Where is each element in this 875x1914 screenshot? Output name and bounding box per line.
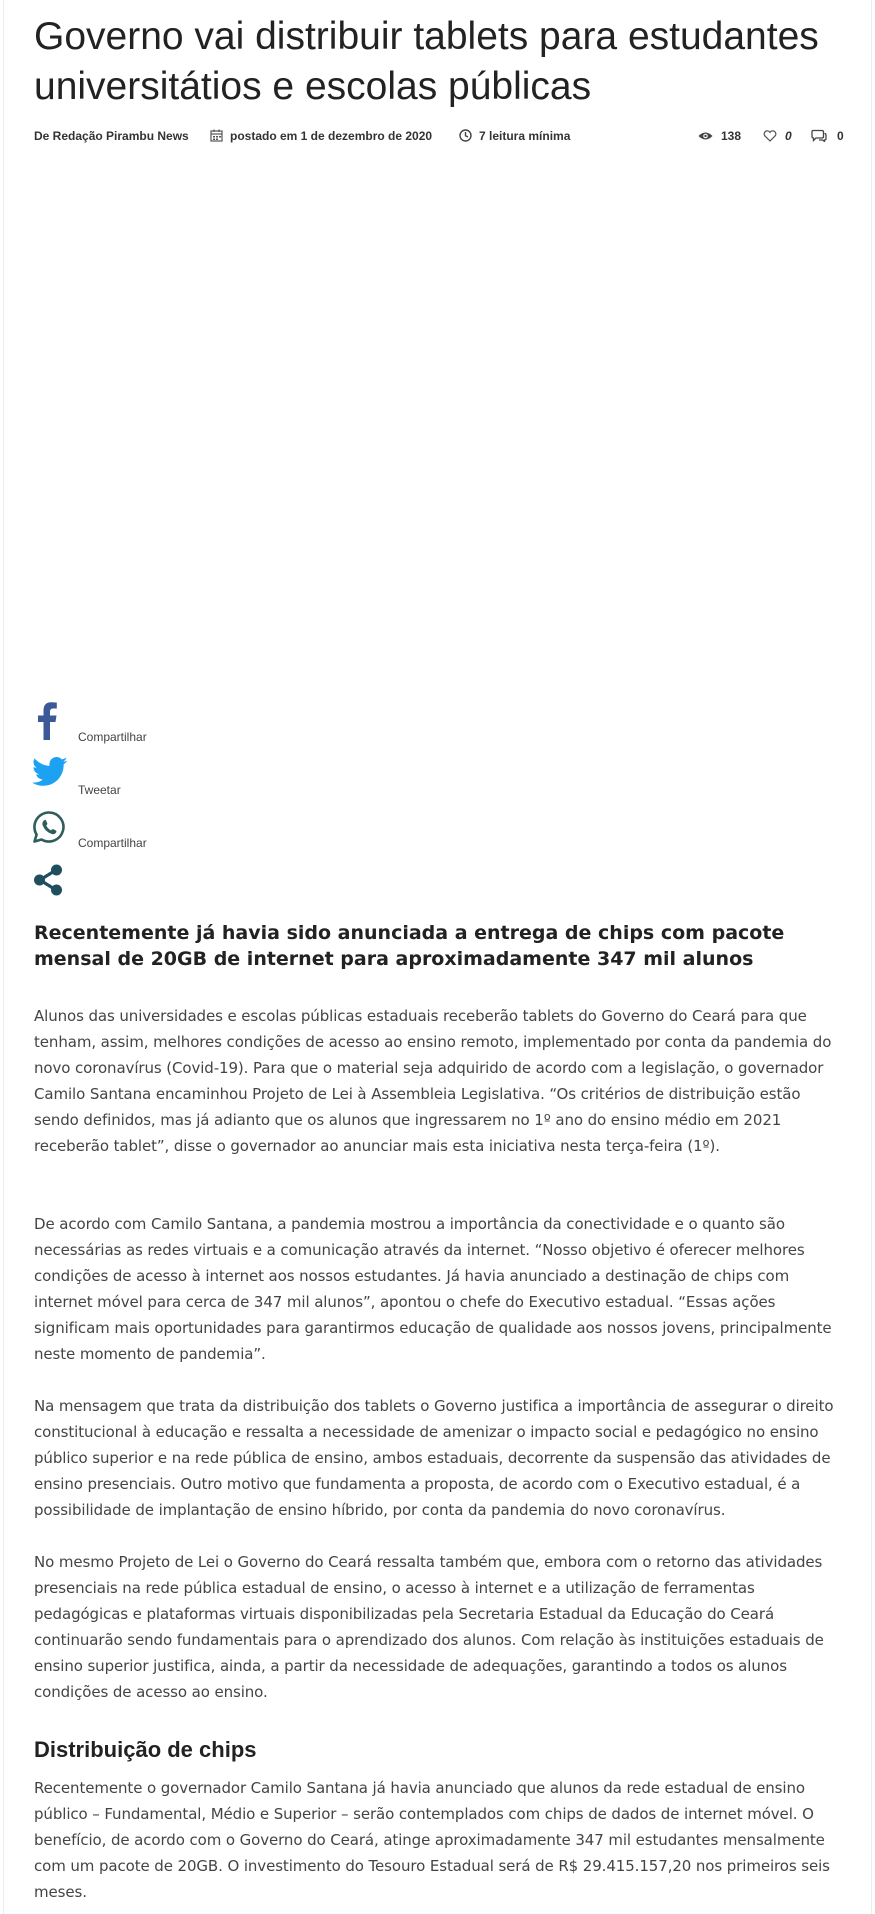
facebook-share-label: Compartilhar xyxy=(78,730,147,744)
article-paragraph: De acordo com Camilo Santana, a pandemia mostrou a importância da conectividade e o quanto são necessárias as redes virtuais e a comunicação através da internet. “Nosso objetivo é oferecer melhores condições de acesso à internet aos nossos estudantes. Já havia anunciado a destinação de chips com internet móvel para cerca de 347 mil alunos”, apontou o chefe do Executivo estadual. “Essas ações significam mais oportunidades para garantirmos educação de qualidade aos nossos jovens, principalmente neste momento de pandemia”. xyxy=(34,1215,832,1363)
whatsapp-share-label: Compartilhar xyxy=(78,836,147,850)
whatsapp-icon xyxy=(32,810,66,844)
comment-icon[interactable] xyxy=(811,129,827,142)
article-paragraph: Alunos das universidades e escolas públicas estaduais receberão tablets do Governo do Ceará para que tenham, assim, melhores condições de acesso ao ensino remoto, implementado por conta da pandemia do novo coronavírus (Covid-19). Para que o material seja adquirido de acordo com a legislação, o governador Camilo Santana encaminhou Projeto de Lei à Assembleia Legislativa. “Os critérios de distribuição estão sendo definidos, mas já adianto que os alunos que ingressarem no 1º ano do ensino médio em 2021 receberão tablet”, disse o governador ao anunciar mais esta iniciativa nesta terça-feira (1º). xyxy=(34,1007,832,1155)
author-link[interactable]: De Redação Pirambu News xyxy=(34,129,189,143)
heart-icon[interactable] xyxy=(763,130,777,142)
share-icon xyxy=(32,864,64,896)
comment-count: 0 xyxy=(837,129,844,143)
twitter-share-label: Tweetar xyxy=(78,783,121,797)
section-heading: Distribuição de chips xyxy=(34,1737,257,1762)
clock-icon xyxy=(459,129,472,142)
article-title: Governo vai distribuir tablets para estudantes universitátios e escolas públicas xyxy=(34,15,819,108)
article-paragraph: No mesmo Projeto de Lei o Governo do Ceará ressalta também que, embora com o retorno das atividades presenciais na rede pública estadual de ensino, o acesso à internet e a utilização de ferramentas pedagógicas e plataformas virtuais disponibilizadas pela Secretaria Estadual da Educação do Ceará continuarão sendo fundamentais para o aprendizado dos alunos. Com relação às instituições estaduais de ensino superior justifica, ainda, a partir da necessidade de adequações, garantindo a todos os alunos condições de acesso ao ensino. xyxy=(34,1553,824,1701)
twitter-icon xyxy=(32,756,68,788)
calendar-icon xyxy=(210,129,223,142)
post-date: postado em 1 de dezembro de 2020 xyxy=(230,129,433,143)
article-paragraph: Na mensagem que trata da distribuição dos tablets o Governo justifica a importância de assegurar o direito constitucional à educação e ressalta a necessidade de amenizar o impacto social e pedagógico no ensino público superior e na rede pública de ensino, ambos estaduais, decorrente da suspensão das atividades de ensino presenciais. Outro motivo que fundamenta a proposta, de acordo com o Executivo estadual, é a possibilidade de implantação de ensino híbrido, por conta da pandemia do novo coronavírus. xyxy=(34,1397,834,1519)
article-meta xyxy=(34,128,844,146)
article-paragraph: Recentemente o governador Camilo Santana já havia anunciado que alunos da rede estadual de ensino público – Fundamental, Médio e Superior – serão contemplados com chips de dados de internet móvel. O benefício, de acordo com o Governo do Ceará, atinge aproximadamente 347 mil estudantes mensalmente com um pacote de 20GB. O investimento do Tesouro Estadual será de R$ 29.415.157,20 nos primeiros seis meses. xyxy=(34,1779,830,1901)
view-count: 138 xyxy=(721,129,742,143)
facebook-icon xyxy=(32,700,66,740)
article-lead: Recentemente já havia sido anunciada a entrega de chips com pacote mensal de 20GB de internet para aproximadamente 347 mil alunos xyxy=(34,922,785,970)
eye-icon xyxy=(698,131,713,141)
read-time: 7 leitura mínima xyxy=(479,129,571,143)
like-count: 0 xyxy=(785,129,792,143)
